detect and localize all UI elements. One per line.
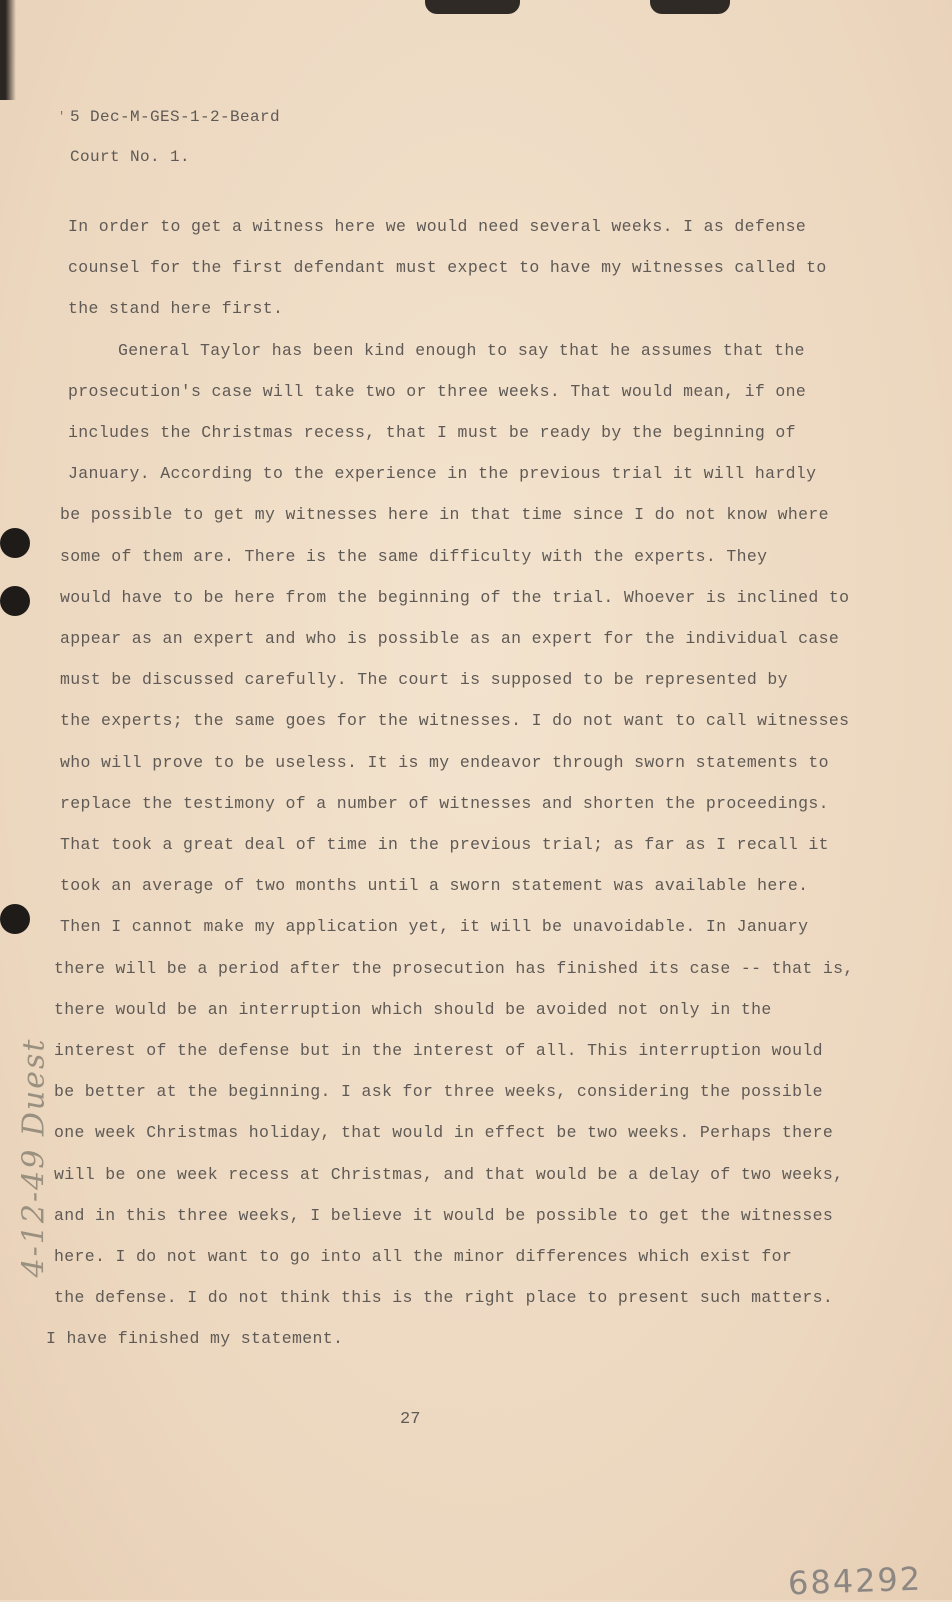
text-line: includes the Christmas recess, that I must be ready by the beginning of xyxy=(68,423,796,443)
text-line: interest of the defense but in the interest of all. This interruption would xyxy=(54,1041,823,1061)
statement-body xyxy=(46,206,868,1360)
text-line: the defense. I do not think this is the right place to present such matters. xyxy=(54,1288,834,1308)
text-line: replace the testimony of a number of witnesses and shorten the proceedings. xyxy=(60,793,829,813)
text-line: General Taylor has been kind enough to say that he assumes that the xyxy=(118,340,805,360)
text-line: and in this three weeks, I believe it would be possible to get the witnesses xyxy=(54,1205,834,1225)
text-line: must be discussed carefully. The court is supposed to be represented by xyxy=(60,670,788,690)
text-line: some of them are. There is the same difficulty with the experts. They xyxy=(60,546,768,566)
court-number: Court No. 1. xyxy=(70,148,191,166)
binding-tab xyxy=(425,0,520,14)
text-line: here. I do not want to go into all the minor differences which exist for xyxy=(54,1247,793,1267)
text-line: the stand here first. xyxy=(68,299,284,319)
page-edge-shadow xyxy=(0,0,16,100)
punch-hole xyxy=(0,586,30,616)
page-number: 27 xyxy=(400,1410,421,1429)
text-line: will be one week recess at Christmas, and that would be a delay of two weeks, xyxy=(54,1164,844,1184)
text-line: there will be a period after the prosecution has finished its case -- that is, xyxy=(54,958,854,978)
document-reference: 5 Dec-M-GES-1-2-Beard xyxy=(70,108,281,126)
punch-hole xyxy=(0,904,30,934)
text-line: appear as an expert and who is possible as an expert for the individual case xyxy=(60,629,840,649)
text-line: I have finished my statement. xyxy=(46,1329,344,1349)
text-line: one week Christmas holiday, that would in effect be two weeks. Perhaps there xyxy=(54,1123,834,1143)
text-line: be better at the beginning. I ask for three weeks, considering the possible xyxy=(54,1082,823,1102)
text-line: counsel for the first defendant must expect to have my witnesses called to xyxy=(68,258,827,278)
text-line: In order to get a witness here we would need several weeks. I as defense xyxy=(68,217,807,236)
text-line: be possible to get my witnesses here in that time since I do not know where xyxy=(60,505,829,525)
text-line: the experts; the same goes for the witnesses. I do not want to call witnesses xyxy=(60,711,850,731)
margin-handwriting: 4-12-49 Duest xyxy=(16,1037,52,1278)
text-line: January. According to the experience in the previous trial it will hardly xyxy=(68,464,817,484)
text-line: there would be an interruption which should be avoided not only in the xyxy=(54,999,772,1019)
stray-mark: ' xyxy=(58,110,66,124)
text-line: Then I cannot make my application yet, it will be unavoidable. In January xyxy=(60,917,809,937)
archive-number: 684292 xyxy=(787,1559,923,1602)
binding-tab xyxy=(650,0,730,14)
text-line: prosecution's case will take two or three weeks. That would mean, if one xyxy=(68,381,807,401)
text-line: That took a great deal of time in the previous trial; as far as I recall it xyxy=(60,835,829,855)
punch-hole xyxy=(0,528,30,558)
text-line: took an average of two months until a sworn statement was available here. xyxy=(60,876,809,896)
text-line: who will prove to be useless. It is my endeavor through sworn statements to xyxy=(60,752,829,772)
text-line: would have to be here from the beginning of the trial. Whoever is inclined to xyxy=(60,587,850,607)
